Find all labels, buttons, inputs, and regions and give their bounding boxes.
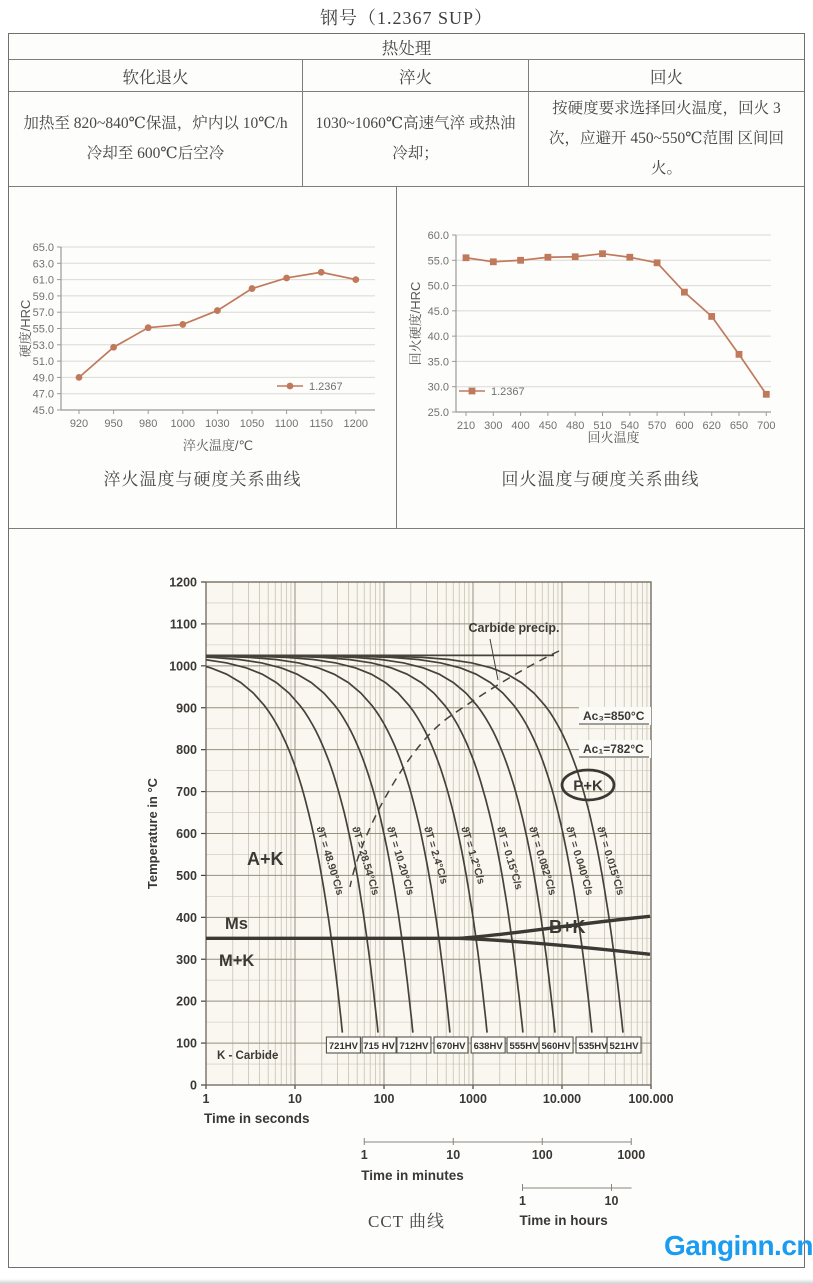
- svg-text:521HV: 521HV: [609, 1041, 639, 1052]
- quench-chart-caption: 淬火温度与硬度关系曲线: [103, 470, 302, 489]
- svg-text:30.0: 30.0: [427, 381, 449, 394]
- svg-text:300: 300: [484, 419, 503, 432]
- svg-text:硬度/HRC: 硬度/HRC: [18, 299, 33, 358]
- col-header-tempering: 回火: [650, 67, 683, 87]
- svg-text:45.0: 45.0: [427, 305, 449, 318]
- svg-text:570: 570: [647, 419, 667, 432]
- svg-text:ϑT = 2.4°C/s: ϑT = 2.4°C/s: [421, 825, 451, 886]
- svg-text:1: 1: [202, 1092, 210, 1106]
- heat-treatment-table: [8, 33, 805, 1268]
- svg-text:700: 700: [757, 419, 776, 432]
- svg-text:100: 100: [531, 1148, 553, 1162]
- svg-text:920: 920: [69, 418, 89, 430]
- svg-text:55.0: 55.0: [427, 255, 449, 268]
- page-title: 钢号（1.2367 SUP）: [319, 8, 494, 28]
- svg-text:1.2367: 1.2367: [491, 386, 525, 398]
- svg-text:25.0: 25.0: [427, 406, 449, 419]
- svg-text:555HV: 555HV: [509, 1041, 539, 1052]
- svg-text:200: 200: [176, 994, 197, 1009]
- svg-text:1150: 1150: [309, 418, 334, 430]
- svg-text:ϑT = 0.040°C/s: ϑT = 0.040°C/s: [563, 825, 596, 897]
- svg-text:1.2367: 1.2367: [309, 381, 343, 393]
- svg-text:61.0: 61.0: [32, 274, 54, 287]
- scan-edge: [0, 1279, 813, 1284]
- svg-text:Time in minutes: Time in minutes: [361, 1168, 464, 1183]
- svg-text:535HV: 535HV: [578, 1041, 608, 1052]
- svg-text:1200: 1200: [169, 575, 197, 590]
- svg-text:950: 950: [104, 418, 123, 430]
- col-header-annealing: 软化退火: [9, 60, 303, 91]
- svg-text:B+K: B+K: [549, 917, 586, 937]
- quenching-text: 1030~1060℃高速气淬 或热油冷却；: [303, 92, 529, 186]
- col-header-quenching: 淬火: [303, 60, 529, 91]
- svg-text:Ac₃=850°C: Ac₃=850°C: [583, 709, 645, 723]
- svg-text:1050: 1050: [239, 418, 265, 430]
- svg-text:51.0: 51.0: [32, 356, 54, 369]
- svg-text:400: 400: [511, 419, 530, 432]
- svg-text:540: 540: [620, 419, 639, 432]
- svg-text:65.0: 65.0: [32, 242, 54, 254]
- svg-text:700: 700: [176, 785, 197, 800]
- svg-text:480: 480: [566, 419, 585, 432]
- svg-text:回火硬度/HRC: 回火硬度/HRC: [408, 281, 423, 366]
- svg-text:ϑT = 0.15°C/s: ϑT = 0.15°C/s: [494, 825, 525, 892]
- svg-text:60.0: 60.0: [427, 230, 449, 242]
- svg-text:淬火温度/℃: 淬火温度/℃: [182, 438, 254, 453]
- svg-text:35.0: 35.0: [427, 356, 449, 369]
- svg-text:650: 650: [729, 419, 749, 432]
- cct-caption: CCT 曲线: [367, 1212, 445, 1231]
- svg-text:Time in hours: Time in hours: [519, 1213, 608, 1228]
- svg-text:Temperature in °C: Temperature in °C: [145, 777, 160, 890]
- quench-chart-cell: [9, 187, 397, 528]
- svg-text:ϑT = 28.54°C/s: ϑT = 28.54°C/s: [349, 825, 382, 897]
- svg-text:800: 800: [176, 743, 197, 758]
- svg-text:53.0: 53.0: [32, 339, 54, 352]
- svg-text:0: 0: [190, 1078, 197, 1093]
- svg-text:715 HV: 715 HV: [363, 1041, 395, 1052]
- annealing-text: 加热至 820~840℃保温，炉内以 10℃/h 冷却至 600℃后空冷: [9, 92, 303, 186]
- svg-text:670HV: 670HV: [436, 1041, 466, 1052]
- svg-text:Carbide precip.: Carbide precip.: [468, 621, 560, 635]
- svg-text:55.0: 55.0: [32, 323, 54, 336]
- svg-text:400: 400: [176, 910, 197, 925]
- svg-text:1030: 1030: [205, 418, 230, 430]
- svg-text:560HV: 560HV: [541, 1041, 571, 1052]
- svg-text:回火温度: 回火温度: [587, 430, 640, 445]
- table-header: 热处理: [381, 38, 432, 58]
- svg-text:1000: 1000: [170, 418, 196, 430]
- svg-text:45.0: 45.0: [32, 405, 54, 417]
- svg-text:900: 900: [176, 701, 197, 716]
- svg-text:721HV: 721HV: [328, 1041, 358, 1052]
- svg-text:59.0: 59.0: [32, 290, 54, 303]
- svg-text:510: 510: [593, 419, 612, 432]
- svg-text:Time in seconds: Time in seconds: [204, 1111, 310, 1126]
- svg-text:210: 210: [456, 419, 476, 432]
- svg-text:ϑT = 48.90°C/s: ϑT = 48.90°C/s: [313, 825, 346, 897]
- svg-text:100: 100: [176, 1036, 197, 1051]
- svg-text:ϑT = 10.20°C/s: ϑT = 10.20°C/s: [384, 825, 417, 897]
- svg-text:450: 450: [538, 419, 558, 432]
- svg-text:10: 10: [604, 1194, 619, 1208]
- temper-chart-cell: [397, 187, 804, 528]
- svg-text:49.0: 49.0: [32, 372, 54, 385]
- svg-text:K - Carbide: K - Carbide: [217, 1050, 279, 1062]
- svg-text:47.0: 47.0: [32, 388, 54, 401]
- svg-text:63.0: 63.0: [32, 258, 54, 271]
- temper-hardness-chart: [407, 211, 806, 469]
- svg-text:P+K: P+K: [573, 777, 603, 795]
- svg-text:600: 600: [675, 419, 694, 432]
- svg-text:100.000: 100.000: [628, 1092, 674, 1106]
- svg-text:620: 620: [702, 419, 721, 432]
- tempering-text: 按硬度要求选择回火温度，回火 3 次，应避开 450~550℃范围 区间回火。: [549, 100, 784, 177]
- svg-text:M+K: M+K: [219, 952, 255, 970]
- svg-text:712HV: 712HV: [399, 1041, 429, 1052]
- svg-text:100: 100: [373, 1092, 395, 1106]
- svg-text:ϑT = 0.015°C/s: ϑT = 0.015°C/s: [594, 825, 627, 897]
- svg-text:1000: 1000: [617, 1148, 646, 1162]
- svg-text:1100: 1100: [274, 418, 299, 430]
- table-header-row: [9, 34, 804, 60]
- svg-text:10.000: 10.000: [542, 1092, 582, 1106]
- svg-text:ϑT = 1.2°C/s: ϑT = 1.2°C/s: [458, 825, 488, 886]
- svg-text:980: 980: [139, 418, 158, 430]
- svg-text:300: 300: [176, 952, 197, 967]
- quench-hardness-chart: [15, 215, 393, 465]
- svg-text:638HV: 638HV: [473, 1041, 503, 1052]
- svg-text:Ac₁=782°C: Ac₁=782°C: [583, 742, 644, 756]
- svg-text:ϑT = 0.082°C/s: ϑT = 0.082°C/s: [526, 825, 559, 897]
- ganginn-watermark: Ganginn.cn: [664, 1230, 813, 1261]
- svg-text:Ms: Ms: [225, 915, 248, 933]
- svg-text:600: 600: [176, 827, 197, 841]
- svg-text:500: 500: [176, 868, 197, 883]
- svg-text:1000: 1000: [459, 1092, 487, 1106]
- svg-text:57.0: 57.0: [32, 307, 54, 320]
- svg-text:10: 10: [288, 1092, 302, 1106]
- svg-text:A+K: A+K: [247, 849, 284, 869]
- charts-row: [9, 187, 804, 529]
- svg-text:1: 1: [519, 1194, 526, 1208]
- svg-text:1: 1: [360, 1148, 368, 1162]
- column-header-row: [9, 60, 804, 92]
- temper-chart-caption: 回火温度与硬度关系曲线: [501, 470, 700, 489]
- svg-text:1100: 1100: [169, 617, 197, 632]
- svg-text:50.0: 50.0: [427, 280, 449, 293]
- cct-row: [9, 529, 804, 1265]
- svg-text:10: 10: [446, 1148, 461, 1162]
- process-text-row: [9, 92, 804, 187]
- svg-text:1000: 1000: [169, 659, 197, 674]
- svg-text:40.0: 40.0: [427, 331, 449, 344]
- svg-text:1200: 1200: [343, 418, 369, 430]
